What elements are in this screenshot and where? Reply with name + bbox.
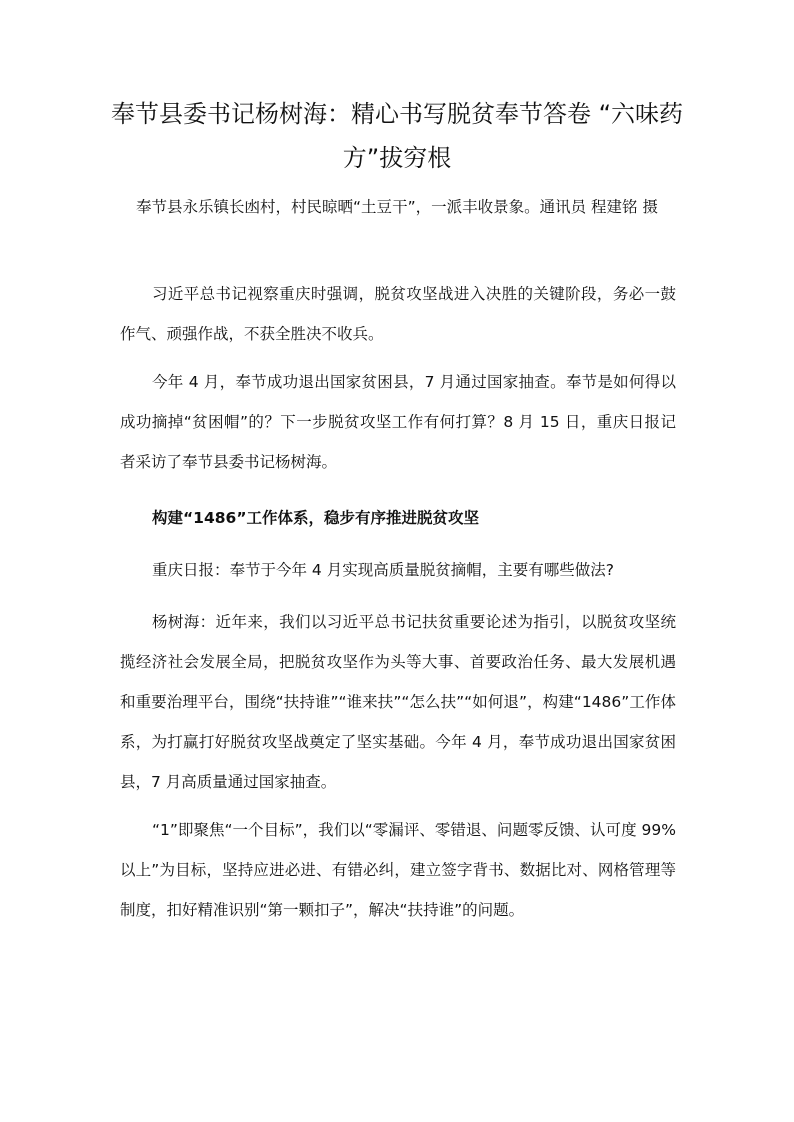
article-title: 奉节县委书记杨树海：精心书写脱贫奉节答卷 “六味药方”拔穷根 <box>110 100 684 172</box>
paragraph-goal: “1”即聚焦“一个目标”，我们以“零漏评、零错退、问题零反馈、认可度 99%以上”为目标，坚持应进必进、有错必纠，建立签字背书、数据比对、网格管理等制度，扣好精准识别“第一颗扣子”，解决“扶持谁”的问题。 <box>120 821 676 919</box>
section-heading: 构建“1486”工作体系，稳步有序推进脱贫攻坚 <box>152 509 480 527</box>
photo-caption: 奉节县永乐镇长凼村，村民晾晒“土豆干”，一派丰收景象。通讯员 程建铭 摄 <box>136 198 658 216</box>
interview-answer: 杨树海：近年来，我们以习近平总书记扶贫重要论述为指引，以脱贫攻坚统揽经济社会发展全局，把脱贫攻坚作为头等大事、首要政治任务、最大发展机遇和重要治理平台，围绕“扶持谁”“谁来扶”“怎么扶”“如何退”，构建“1486”工作体系，为打赢打好脱贫攻坚战奠定了坚实基础。今年 4 月，奉节成功退出国家贫困县，7 月高质量通过国家抽查。 <box>120 613 676 791</box>
paragraph-intro: 习近平总书记视察重庆时强调，脱贫攻坚战进入决胜的关键阶段，务必一鼓作气、顽强作战，不获全胜决不收兵。 <box>120 285 676 343</box>
interview-question: 重庆日报：奉节于今年 4 月实现高质量脱贫摘帽，主要有哪些做法? <box>152 561 614 579</box>
paragraph-context: 今年 4 月，奉节成功退出国家贫困县，7 月通过国家抽查。奉节是如何得以成功摘掉“贫困帽”的？下一步脱贫攻坚工作有何打算？8 月 15 日，重庆日报记者采访了奉节县委书记杨树海。 <box>120 373 676 471</box>
